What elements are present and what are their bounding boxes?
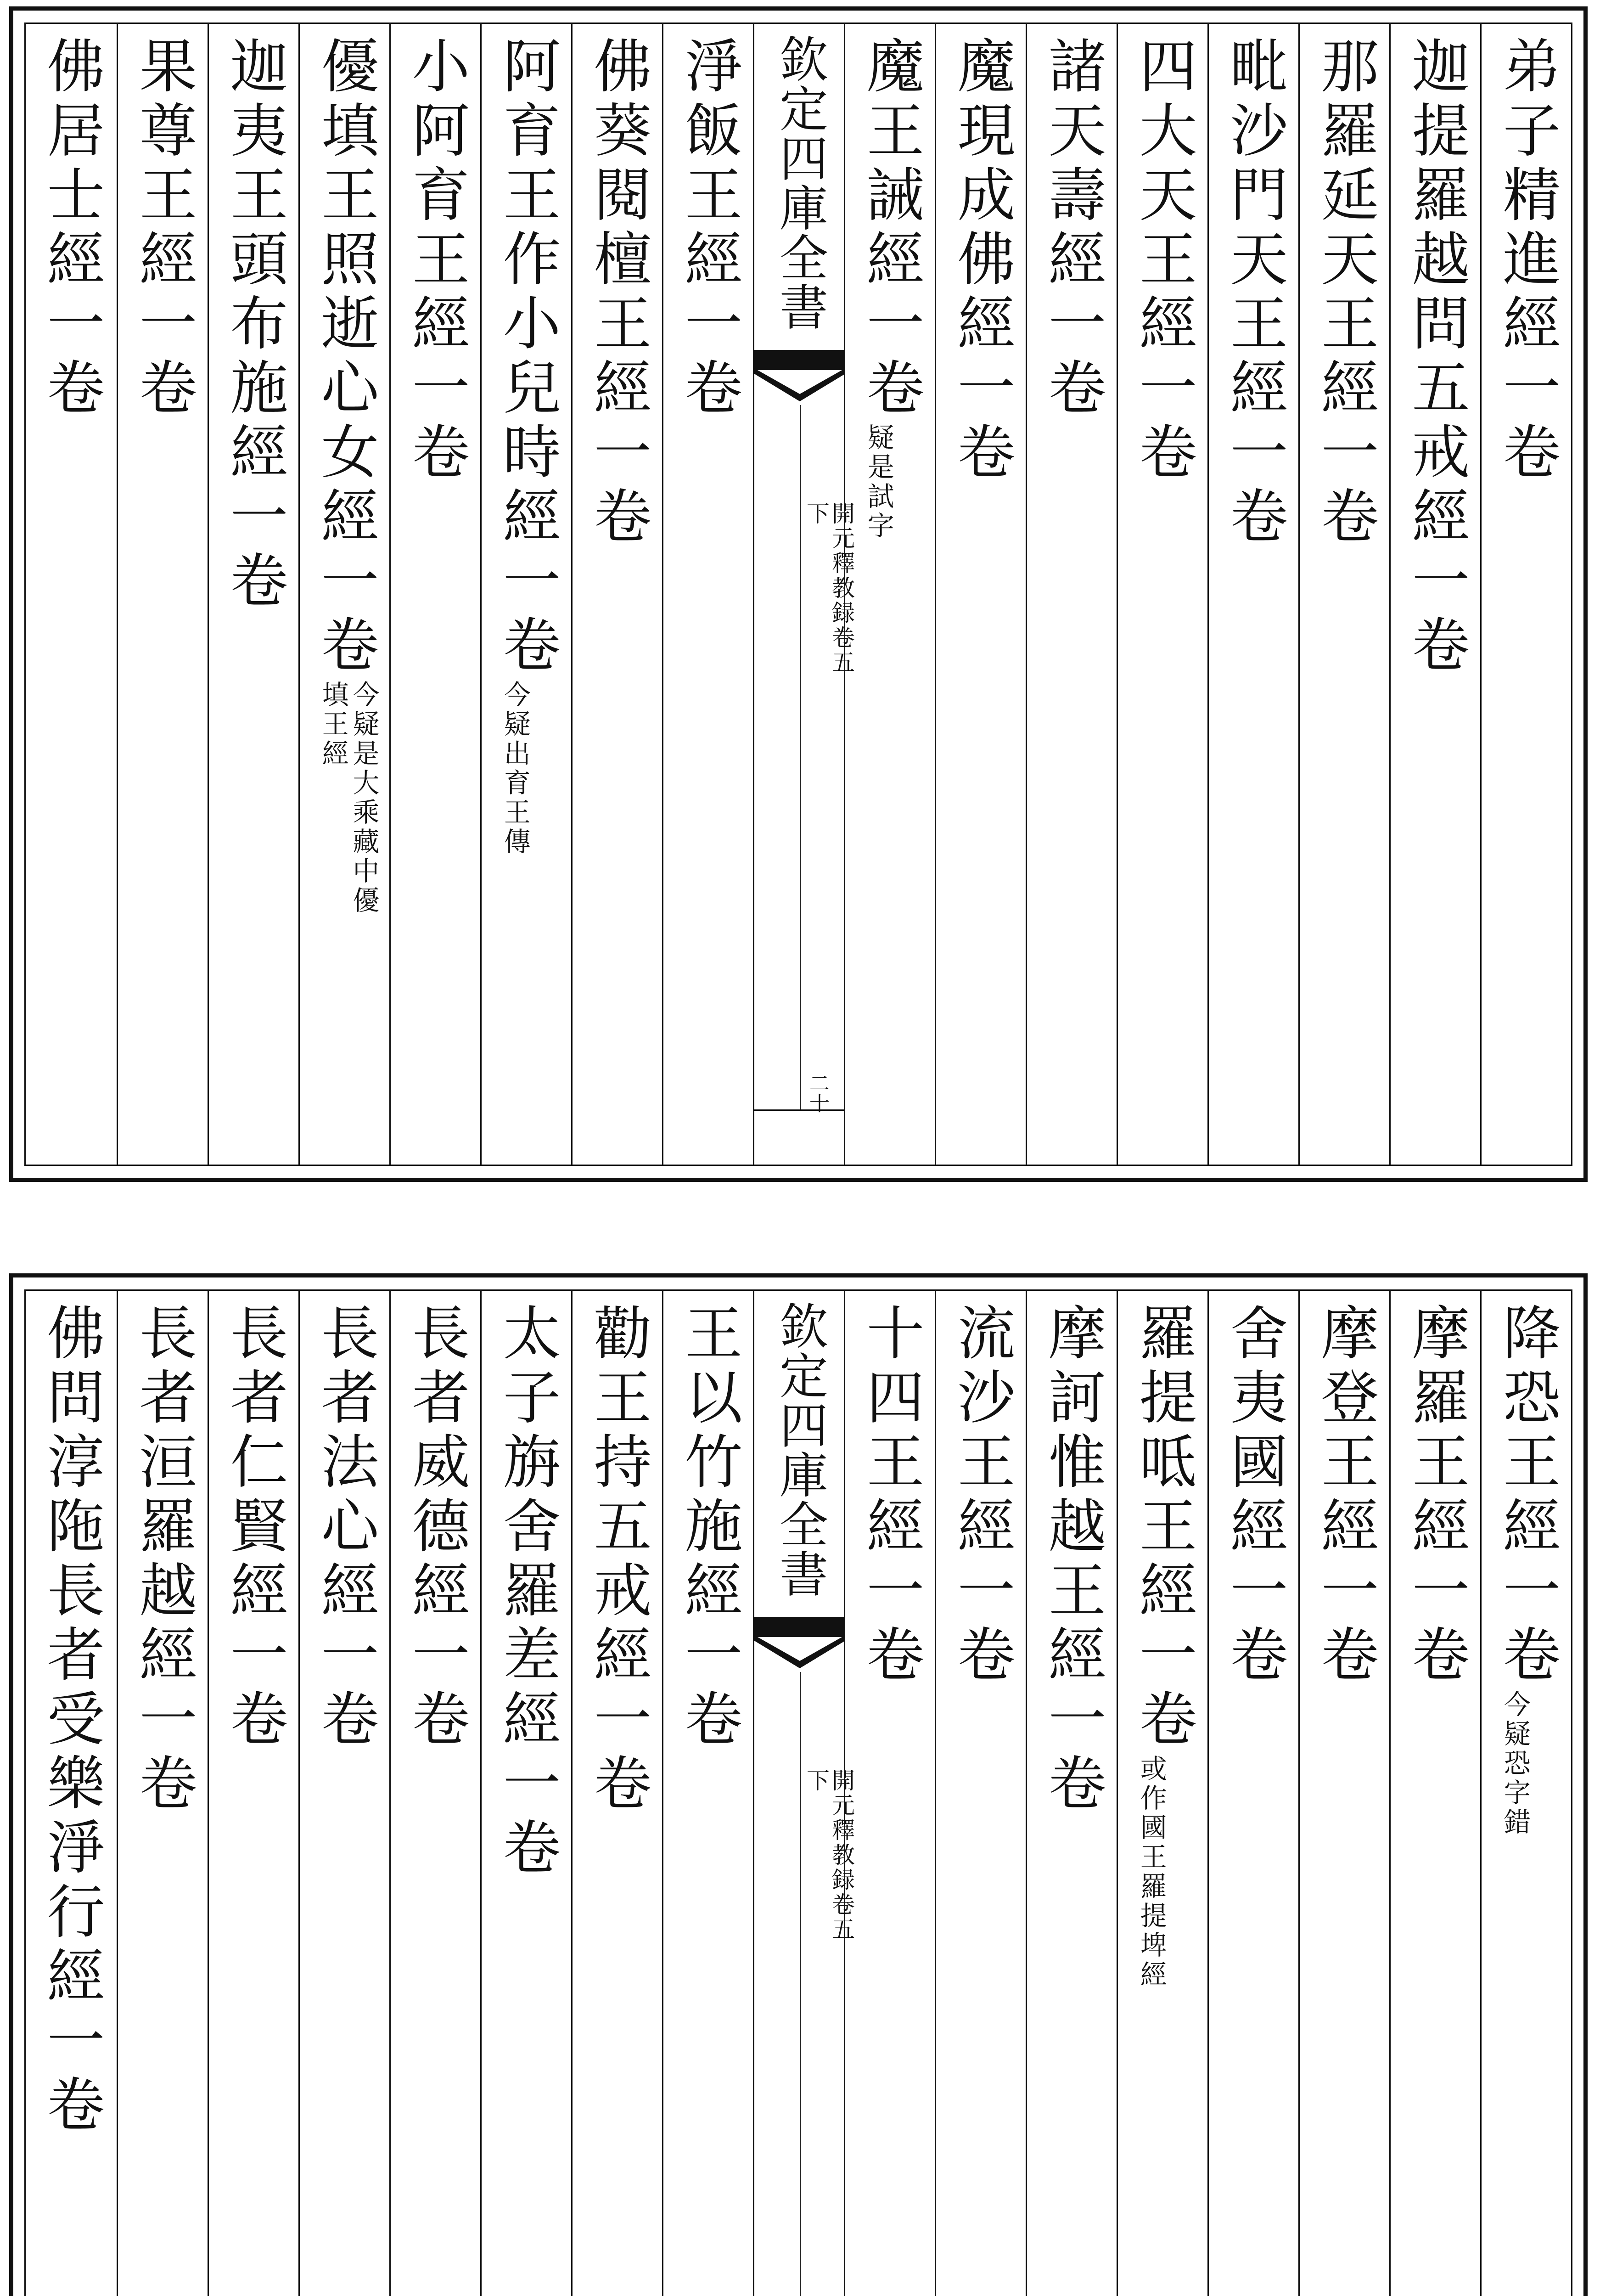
bottom-text-column — [662, 1291, 754, 2296]
sutra-title: 弟子精進經一卷 — [1493, 36, 1561, 486]
sutra-title: 流沙王經一卷 — [948, 1303, 1016, 1688]
top-text-column — [844, 24, 936, 1165]
sutra-title: 小阿育王經一卷 — [403, 36, 470, 486]
lower-half-page — [9, 1273, 1588, 2296]
center-rule — [800, 405, 801, 1109]
book-title: 欽定四庫全書 — [772, 34, 828, 332]
top-text-column — [208, 24, 300, 1165]
bottom-text-column — [1298, 1291, 1391, 2296]
bottom-text-column — [26, 1291, 117, 2296]
sutra-title: 四大天王經一卷 — [1130, 36, 1197, 486]
annotation-note: 疑是試字 — [863, 423, 894, 541]
top-text-column — [117, 24, 209, 1165]
sutra-title: 佛問淳陁長者受樂淨行經一卷 — [38, 1303, 105, 2138]
bottom-text-column — [1389, 1291, 1482, 2296]
sutra-title: 阿育王作小兒時經一卷 — [494, 36, 561, 679]
bottom-text-column — [389, 1291, 482, 2296]
annotation-note: 或作國王羅提埤經 — [1135, 1755, 1167, 1990]
bottom-text-column — [1117, 1291, 1209, 2296]
top-text-column — [389, 24, 482, 1165]
sutra-title: 長者威德經一卷 — [403, 1303, 470, 1753]
sutra-title: 降恐王經一卷 — [1493, 1303, 1561, 1688]
bottom-text-column — [480, 1291, 573, 2296]
upper-half-page — [9, 6, 1588, 1182]
sutra-title: 淨飯王經一卷 — [675, 36, 743, 422]
bottom-text-column — [208, 1291, 300, 2296]
top-text-column — [662, 24, 754, 1165]
sutra-title: 佛居士經一卷 — [38, 36, 105, 422]
lower-frame — [24, 1289, 1572, 2296]
folio-number: 二十 — [806, 1073, 829, 1113]
fishtail-mark — [754, 350, 845, 405]
sutra-title: 優填王照逝心女經一卷 — [312, 36, 379, 679]
sutra-title: 勸王持五戒經一卷 — [584, 1303, 652, 1817]
sutra-title: 毗沙門天王經一卷 — [1221, 36, 1288, 550]
sutra-title: 摩訶惟越王經一卷 — [1039, 1303, 1106, 1817]
top-text-column — [26, 24, 117, 1165]
fishtail-mark — [754, 1617, 845, 1672]
top-text-column — [571, 24, 663, 1165]
bottom-text-column — [935, 1291, 1027, 2296]
sutra-title: 摩登王經一卷 — [1312, 1303, 1379, 1688]
top-text-column — [480, 24, 573, 1165]
center-subtitle: 開元釋教録卷五下 — [803, 501, 855, 675]
sutra-title: 那羅延天王經一卷 — [1312, 36, 1379, 550]
bottom-text-column — [1207, 1291, 1300, 2296]
top-center-column — [753, 24, 855, 1165]
top-text-column — [1026, 24, 1118, 1165]
sutra-title: 摩羅王經一卷 — [1403, 1303, 1470, 1688]
top-text-column — [298, 24, 391, 1165]
bottom-text-column — [1480, 1291, 1572, 2296]
top-text-column — [1480, 24, 1572, 1165]
top-text-column — [935, 24, 1027, 1165]
top-text-column — [1389, 24, 1482, 1165]
bottom-text-column — [844, 1291, 936, 2296]
sutra-title: 舍夷國經一卷 — [1221, 1303, 1288, 1688]
center-rule — [800, 1672, 801, 2296]
sutra-title: 長者洹羅越經一卷 — [130, 1303, 197, 1817]
top-text-column — [1207, 24, 1300, 1165]
annotation-note: 今疑出育王傳 — [499, 681, 531, 857]
sutra-title: 魔現成佛經一卷 — [948, 36, 1016, 486]
center-subtitle: 開元釋教録卷五下 — [803, 1768, 855, 1942]
sutra-title: 迦夷王頭布施經一卷 — [221, 36, 288, 614]
sutra-title: 羅提呧王經一卷 — [1130, 1303, 1197, 1753]
sutra-title: 魔王誡經一卷 — [857, 36, 925, 422]
annotation-note: 今疑恐字錯 — [1499, 1690, 1531, 1837]
bottom-text-column — [571, 1291, 663, 2296]
top-text-column — [1117, 24, 1209, 1165]
sutra-title: 長者仁賢經一卷 — [221, 1303, 288, 1753]
sutra-title: 迦提羅越問五戒經一卷 — [1403, 36, 1470, 679]
book-title: 欽定四庫全書 — [772, 1301, 828, 1598]
upper-frame — [24, 23, 1572, 1166]
annotation-note: 今疑是大乘藏中優填王經 — [317, 681, 380, 916]
sutra-title: 諸天壽經一卷 — [1039, 36, 1106, 422]
sutra-title: 長者法心經一卷 — [312, 1303, 379, 1753]
sutra-title: 王以竹施經一卷 — [675, 1303, 743, 1753]
bottom-text-column — [298, 1291, 391, 2296]
sutra-title: 佛葵閱檀王經一卷 — [584, 36, 652, 550]
sutra-title: 果尊王經一卷 — [130, 36, 197, 422]
bottom-center-column — [753, 1291, 855, 2296]
bottom-text-column — [1026, 1291, 1118, 2296]
bottom-text-column — [117, 1291, 209, 2296]
top-text-column — [1298, 24, 1391, 1165]
sutra-title: 太子旃舍羅差經一卷 — [494, 1303, 561, 1881]
sutra-title: 十四王經一卷 — [857, 1303, 925, 1688]
